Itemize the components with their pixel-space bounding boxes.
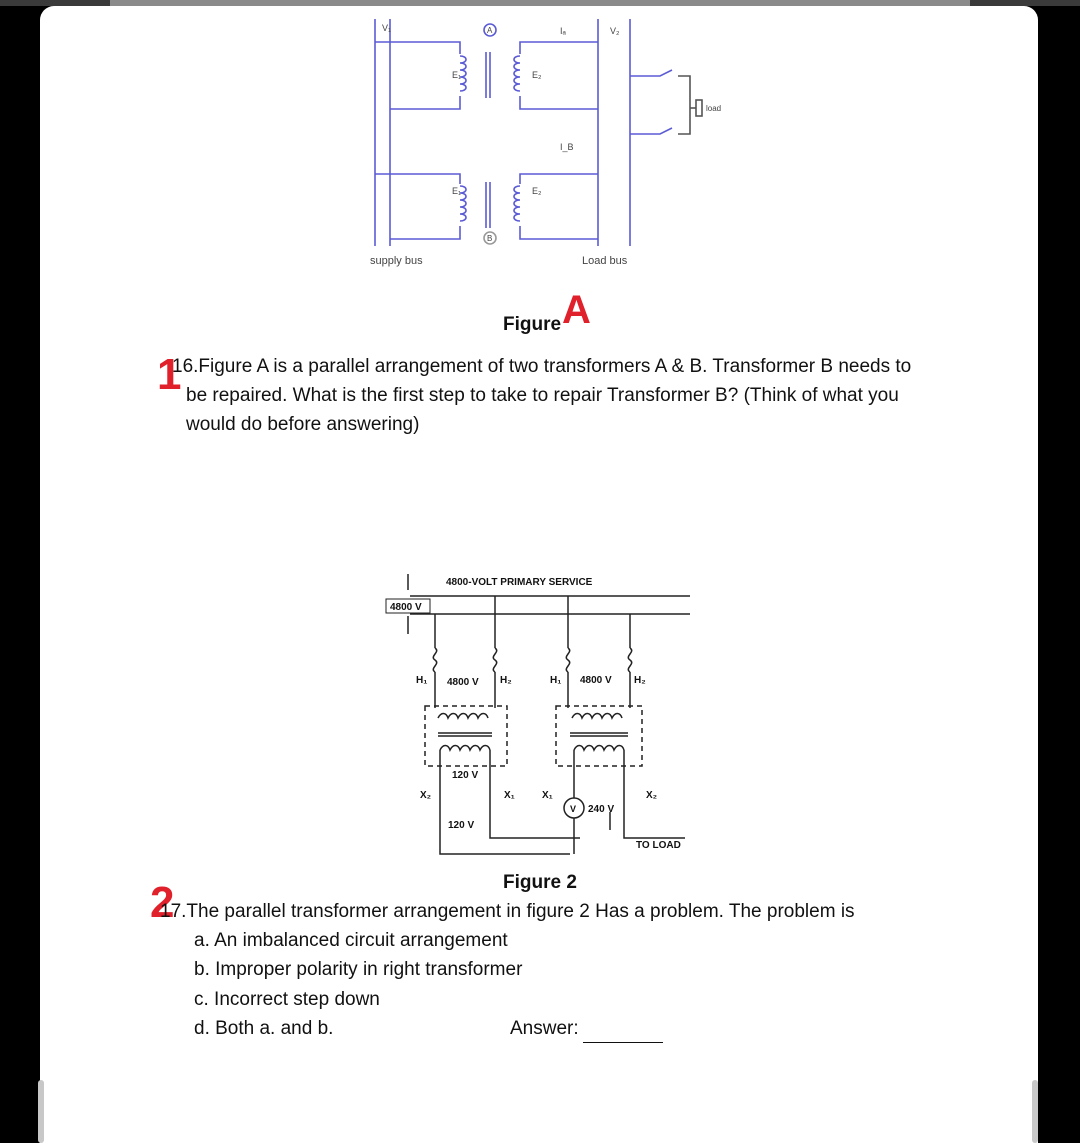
e2-top-label: E₂ [532, 70, 542, 80]
h1-right-label: H₁ [550, 675, 562, 686]
ib-label: I_B [560, 142, 574, 152]
option-a: a. An imbalanced circuit arrangement [194, 930, 508, 951]
option-c: c. Incorrect step down [194, 989, 380, 1010]
secondary-voltage-bottom: 120 V [448, 820, 475, 831]
x1-left-label: X₁ [504, 790, 515, 801]
option-d: d. Both a. and b. [194, 1018, 334, 1039]
supply-bus-label: supply bus [370, 255, 423, 267]
v1-label: V₁ [382, 23, 392, 33]
answer-field [510, 1014, 663, 1043]
primary-service-title: 4800-VOLT PRIMARY SERVICE [446, 577, 593, 588]
primary-voltage-left: 4800 V [447, 677, 479, 688]
v2-label: V₂ [610, 26, 620, 36]
measured-voltage-label: 240 V [588, 804, 615, 815]
to-load-label: TO LOAD [636, 840, 681, 851]
right-edge-handle [1032, 1080, 1038, 1143]
primary-voltage-right: 4800 V [580, 675, 612, 686]
load-label: load [706, 104, 722, 113]
question-1-handwritten-marker: 1 [157, 350, 182, 399]
h2-left-label: H₂ [500, 675, 512, 686]
h1-left-label: H₁ [416, 675, 428, 686]
supply-voltage-label: 4800 V [390, 602, 422, 613]
ia-label: Iₐ [560, 26, 566, 36]
h2-right-label: H₂ [634, 675, 646, 686]
figure-a-diagram [360, 14, 760, 274]
x2-left-label: X₂ [420, 790, 432, 801]
question-2-handwritten-marker: 2 [150, 878, 175, 927]
load-bus-label: Load bus [582, 255, 628, 267]
e1-bottom-label: E₁ [452, 186, 462, 196]
figure-a-caption: Figure [503, 314, 562, 335]
question-16-line-1: 16.Figure A is a parallel arrangement of two transformers A & B. Transformer B needs to [172, 356, 912, 377]
question-16-line-2: be repaired. What is the first step to take to repair Transformer B? (Think of what you [186, 385, 899, 406]
question-17-stem: 17.The parallel transformer arrangement in figure 2 Has a problem. The problem is [160, 901, 855, 922]
figure-2-diagram [380, 568, 700, 863]
figure-a-handwritten-mark: A [562, 288, 591, 332]
x1-right-label: X₁ [542, 790, 553, 801]
left-edge-handle [38, 1080, 44, 1143]
b-label: B [487, 234, 493, 243]
a-label: A [487, 26, 493, 35]
answer-blank[interactable] [583, 1022, 663, 1043]
answer-label: Answer: [510, 1018, 579, 1039]
voltmeter-symbol: V [570, 804, 577, 814]
option-b: b. Improper polarity in right transformer [194, 959, 523, 980]
e2-bottom-label: E₂ [532, 186, 542, 196]
figure-2-caption: Figure 2 [503, 872, 577, 893]
e1-top-label: E₁ [452, 70, 462, 80]
question-16-line-3: would do before answering) [186, 414, 420, 435]
x2-right-label: X₂ [646, 790, 658, 801]
secondary-voltage-top: 120 V [452, 770, 479, 781]
